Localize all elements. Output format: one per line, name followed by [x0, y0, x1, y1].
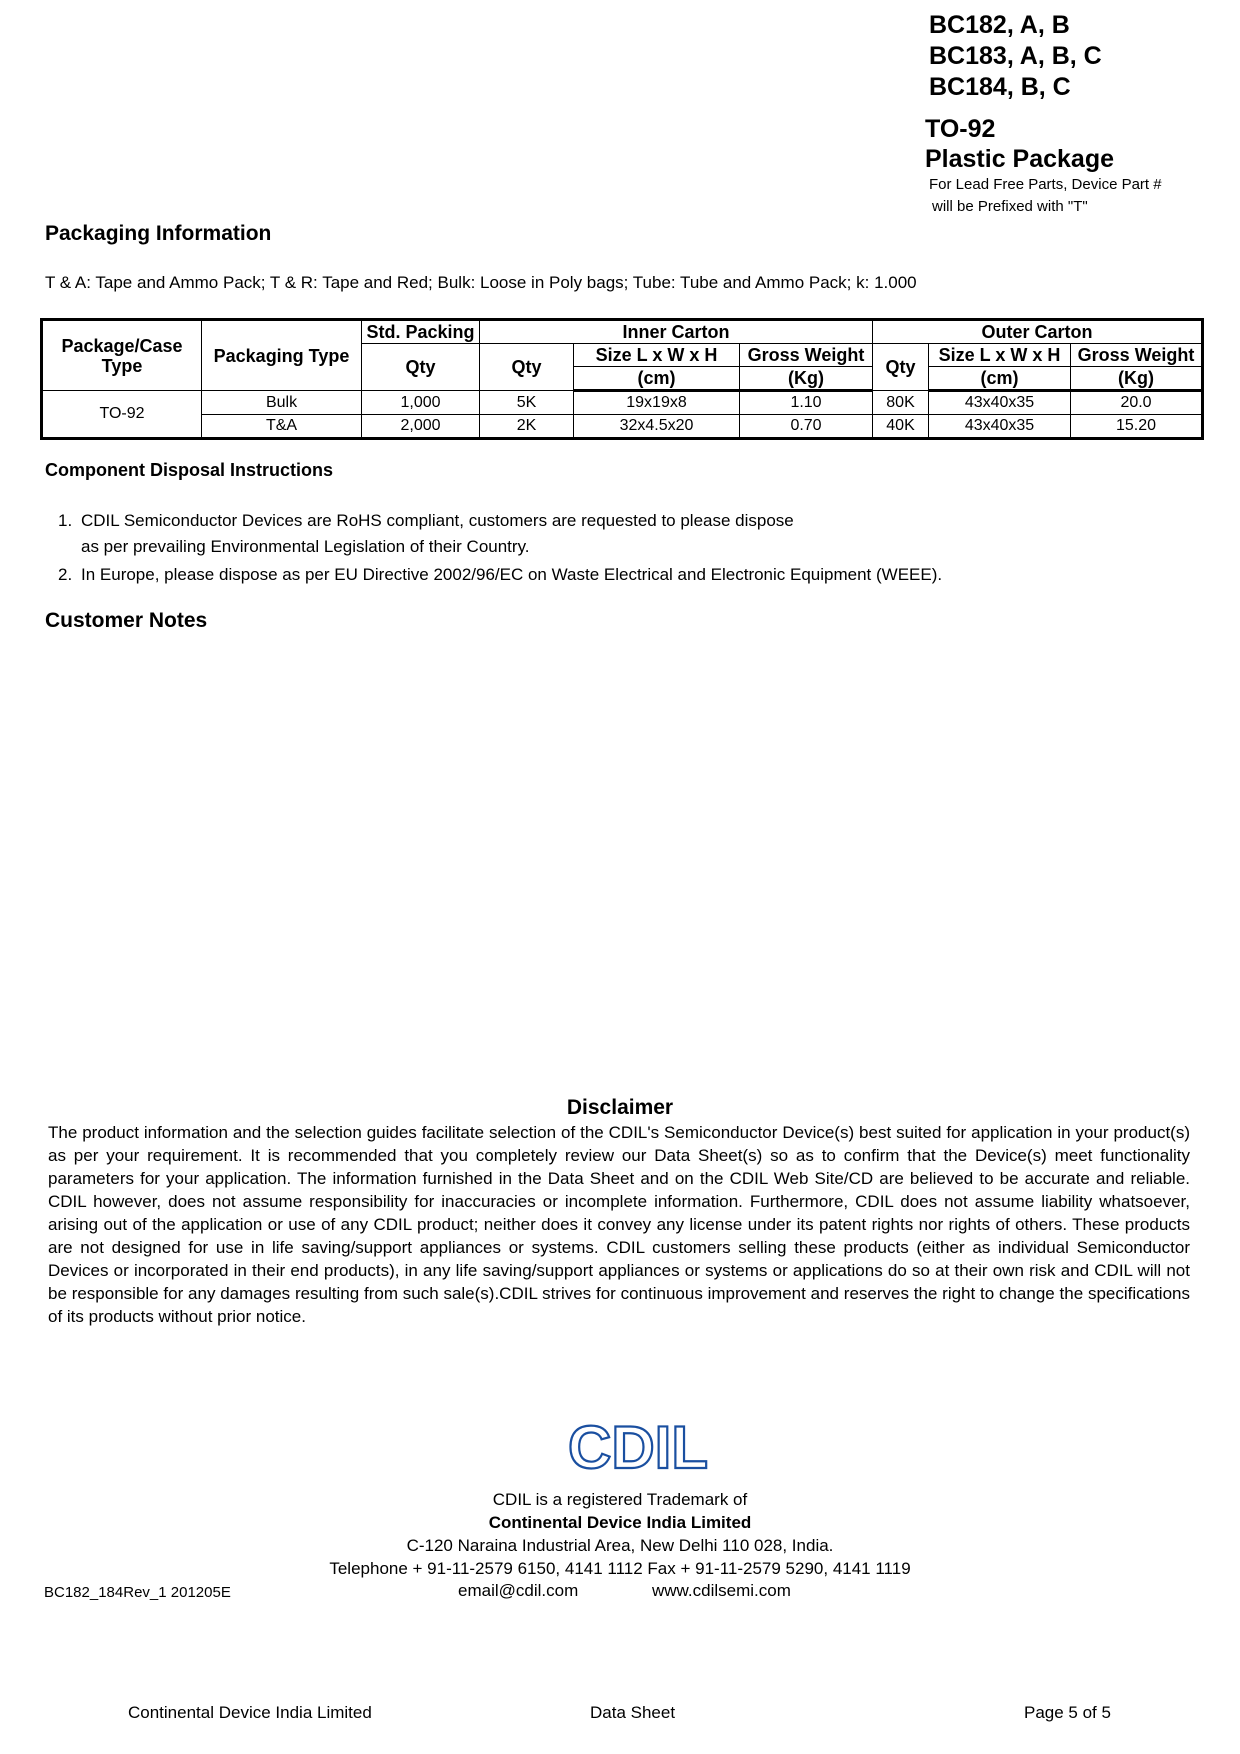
- disposal-list: [58, 508, 1158, 588]
- part-line: BC182, A, B: [929, 11, 1070, 39]
- header-outer-carton: Outer Carton: [873, 320, 1203, 344]
- list-item: [58, 562, 1158, 588]
- cell-inner-weight: 1.10: [740, 391, 873, 415]
- cell-outer-weight: 20.0: [1071, 391, 1203, 415]
- packaging-table: [40, 318, 1204, 440]
- header-packaging-type: Packaging Type: [202, 320, 362, 391]
- list-number: 2.: [58, 565, 73, 584]
- header-inner-weight: Gross Weight: [740, 344, 873, 367]
- header-outer-qty: Qty: [873, 344, 929, 391]
- customer-notes-title: Customer Notes: [45, 609, 208, 632]
- package-line: TO-92: [925, 115, 996, 143]
- header-outer-size: Size L x W x H: [929, 344, 1071, 367]
- list-text: In Europe, please dispose as per EU Directive 2002/96/EC on Waste Electrical and Electronic Equipment (WEEE).: [81, 565, 943, 584]
- part-numbers: [929, 10, 1102, 103]
- company-email[interactable]: email@cdil.com: [458, 1581, 579, 1600]
- lead-free-line: For Lead Free Parts, Device Part #: [929, 176, 1162, 193]
- cell-inner-qty: 5K: [480, 391, 574, 415]
- header-inner-size: Size L x W x H: [574, 344, 740, 367]
- list-number: 1.: [58, 511, 73, 530]
- company-address: C-120 Naraina Industrial Area, New Delhi 110 028, India.: [406, 1536, 834, 1555]
- list-text: CDIL Semiconductor Devices are RoHS compliant, customers are requested to please dispose: [81, 511, 794, 530]
- company-website[interactable]: www.cdilsemi.com: [652, 1581, 791, 1600]
- cell-inner-qty: 2K: [480, 415, 574, 439]
- cell-std-qty: 1,000: [362, 391, 480, 415]
- header-std-packing: Std. Packing: [362, 320, 480, 344]
- cell-outer-weight: 15.20: [1071, 415, 1203, 439]
- trademark-line: CDIL is a registered Trademark of: [492, 1490, 748, 1509]
- cell-outer-qty: 80K: [873, 391, 929, 415]
- document-reference: BC182_184Rev_1 201205E: [44, 1584, 231, 1601]
- cell-std-qty: 2,000: [362, 415, 480, 439]
- cell-outer-size: 43x40x35: [929, 415, 1071, 439]
- header-outer-weight-unit: (Kg): [1071, 367, 1203, 391]
- packaging-legend: T & A: Tape and Ammo Pack; T & R: Tape and Red; Bulk: Loose in Poly bags; Tube: Tube and Ammo Pack; k: 1.000: [45, 273, 917, 292]
- cell-inner-weight: 0.70: [740, 415, 873, 439]
- footer-doc-type: Data Sheet: [590, 1703, 676, 1722]
- header-outer-size-unit: (cm): [929, 367, 1071, 391]
- header-outer-weight: Gross Weight: [1071, 344, 1203, 367]
- lead-free-note: [929, 174, 1162, 218]
- header-inner-carton: Inner Carton: [480, 320, 873, 344]
- list-text-continued: as per prevailing Environmental Legislation of their Country.: [81, 537, 530, 556]
- company-phone: Telephone + 91-11-2579 6150, 4141 1112 Fax + 91-11-2579 5290, 4141 1119: [329, 1559, 911, 1578]
- disposal-title: Component Disposal Instructions: [45, 460, 334, 480]
- cdil-logo: [568, 1418, 708, 1474]
- company-name: Continental Device India Limited: [488, 1513, 752, 1532]
- part-line: BC183, A, B, C: [929, 42, 1102, 70]
- package-line: Plastic Package: [925, 145, 1115, 173]
- cell-type: T&A: [202, 415, 362, 439]
- table-row: [42, 415, 1203, 439]
- footer-company: Continental Device India Limited: [128, 1703, 372, 1722]
- package-type: [925, 114, 1114, 174]
- cell-outer-size: 43x40x35: [929, 391, 1071, 415]
- header-package-case: Package/Case Type: [42, 320, 202, 391]
- cell-inner-size: 19x19x8: [574, 391, 740, 415]
- cell-inner-size: 32x4.5x20: [574, 415, 740, 439]
- footer-page-number: Page 5 of 5: [1024, 1703, 1111, 1722]
- lead-free-line: will be Prefixed with "T": [932, 198, 1088, 215]
- header-inner-qty: Qty: [480, 344, 574, 391]
- logo-text: CDIL: [568, 1418, 708, 1474]
- part-line: BC184, B, C: [929, 73, 1071, 101]
- cell-package: TO-92: [42, 391, 202, 439]
- header-std-qty: Qty: [362, 344, 480, 391]
- disclaimer-title: Disclaimer: [566, 1096, 674, 1119]
- table-header-row: [42, 320, 1203, 344]
- cell-type: Bulk: [202, 391, 362, 415]
- header-inner-weight-unit: (Kg): [740, 367, 873, 391]
- header-inner-size-unit: (cm): [574, 367, 740, 391]
- cell-outer-qty: 40K: [873, 415, 929, 439]
- table-row: [42, 391, 1203, 415]
- disclaimer-body: The product information and the selection guides facilitate selection of the CDIL's Semiconductor Device(s) best suited for application in your product(s) as per your requirement. It is recommended that you completely review our Data Sheet(s) so as to confirm that the Device(s) meet functionality parameters for your application. The information furnished in the Data Sheet and on the CDIL Web Site/CD are believed to be accurate and reliable. CDIL however, does not assume responsibility for inaccuracies or incomplete information. Furthermore, CDIL does not assume liability whatsoever, arising out of the application or use of any CDIL product; neither does it convey any license under its patent rights nor rights of others. These products are not designed for use in life saving/support appliances or systems. CDIL customers selling these products (either as individual Semiconductor Devices or incorporated in their end products), in any life saving/support appliances or systems or applications do so at their own risk and CDIL will not be responsible for any damages resulting from such sale(s).CDIL strives for continuous improvement and reserves the right to change the specifications of its products without prior notice.: [48, 1123, 1190, 1326]
- packaging-title: Packaging Information: [45, 222, 272, 245]
- list-item: [58, 508, 1158, 534]
